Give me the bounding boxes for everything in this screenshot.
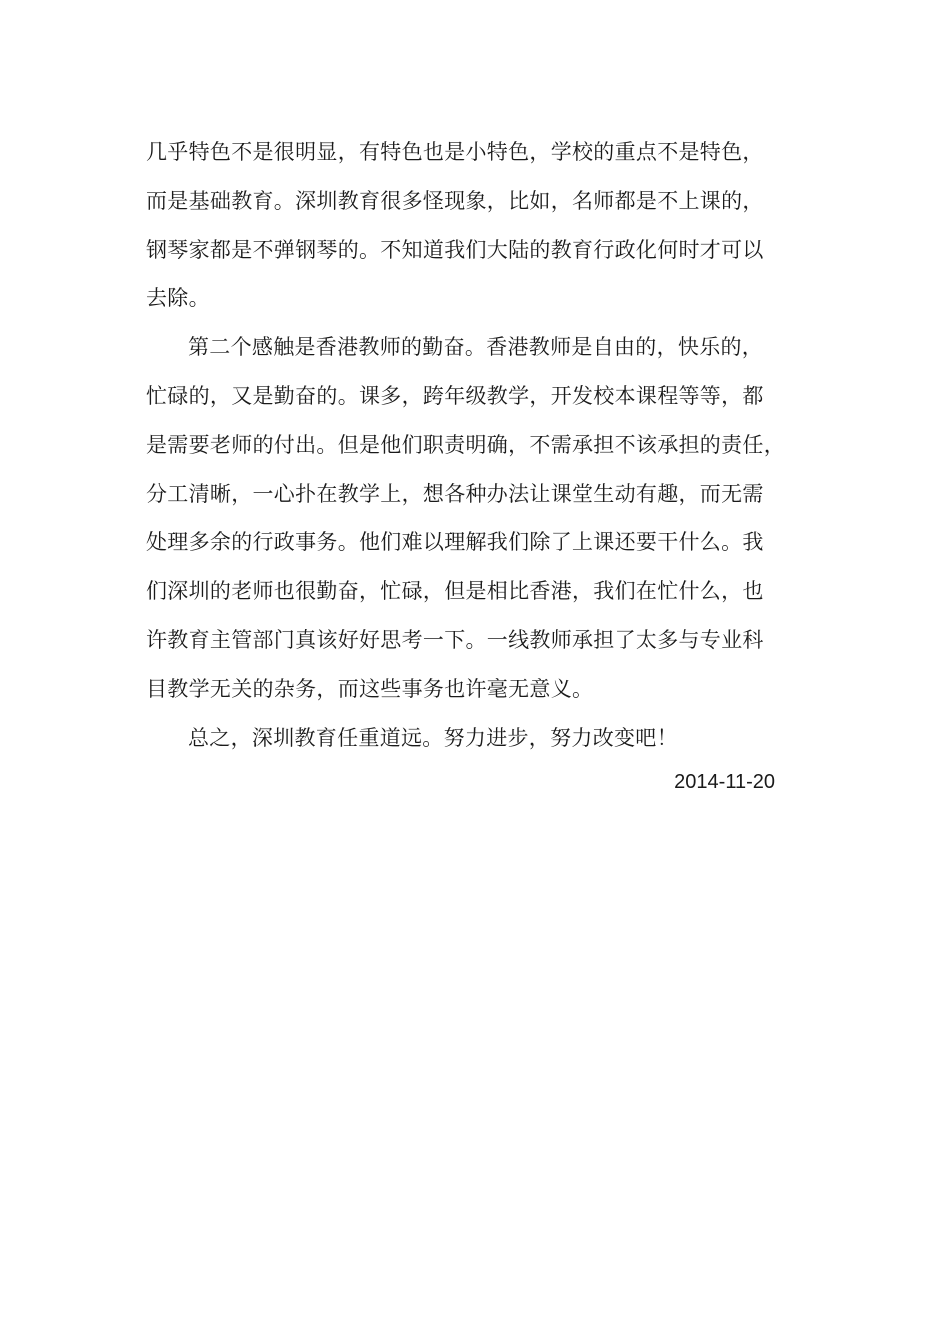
text-line: 分工清晰，一心扑在教学上，想各种办法让课堂生动有趣，而无需 — [146, 481, 764, 506]
paragraph-conclusion — [146, 714, 822, 763]
text-line: 总之，深圳教育任重道远。努力进步，努力改变吧！ — [188, 725, 678, 750]
text-line: 而是基础教育。深圳教育很多怪现象，比如，名师都是不上课的， — [146, 188, 764, 213]
paragraph-continuation — [146, 128, 822, 323]
text-line: 钢琴家都是不弹钢琴的。不知道我们大陆的教育行政化何时才可以 — [146, 237, 764, 262]
text-line: 是需要老师的付出。但是他们职责明确，不需承担不该承担的责任， — [146, 432, 785, 457]
text-line: 去除。 — [146, 286, 210, 311]
text-line: 目教学无关的杂务，而这些事务也许毫无意义。 — [146, 676, 594, 701]
text-line: 第二个感触是香港教师的勤奋。香港教师是自由的，快乐的， — [188, 335, 764, 360]
paragraph-second-impression — [146, 323, 822, 713]
text-line: 几乎特色不是很明显，有特色也是小特色，学校的重点不是特色， — [146, 140, 764, 164]
document-body — [146, 128, 822, 807]
text-line: 许教育主管部门真该好好思考一下。一线教师承担了太多与专业科 — [146, 627, 764, 652]
document-date: 2014-11-20 — [674, 771, 775, 794]
text-line: 处理多余的行政事务。他们难以理解我们除了上课还要干什么。我 — [146, 530, 764, 555]
text-line: 忙碌的，又是勤奋的。课多，跨年级教学，开发校本课程等等，都 — [146, 383, 764, 408]
text-line: 们深圳的老师也很勤奋，忙碌，但是相比香港，我们在忙什么，也 — [146, 579, 764, 604]
